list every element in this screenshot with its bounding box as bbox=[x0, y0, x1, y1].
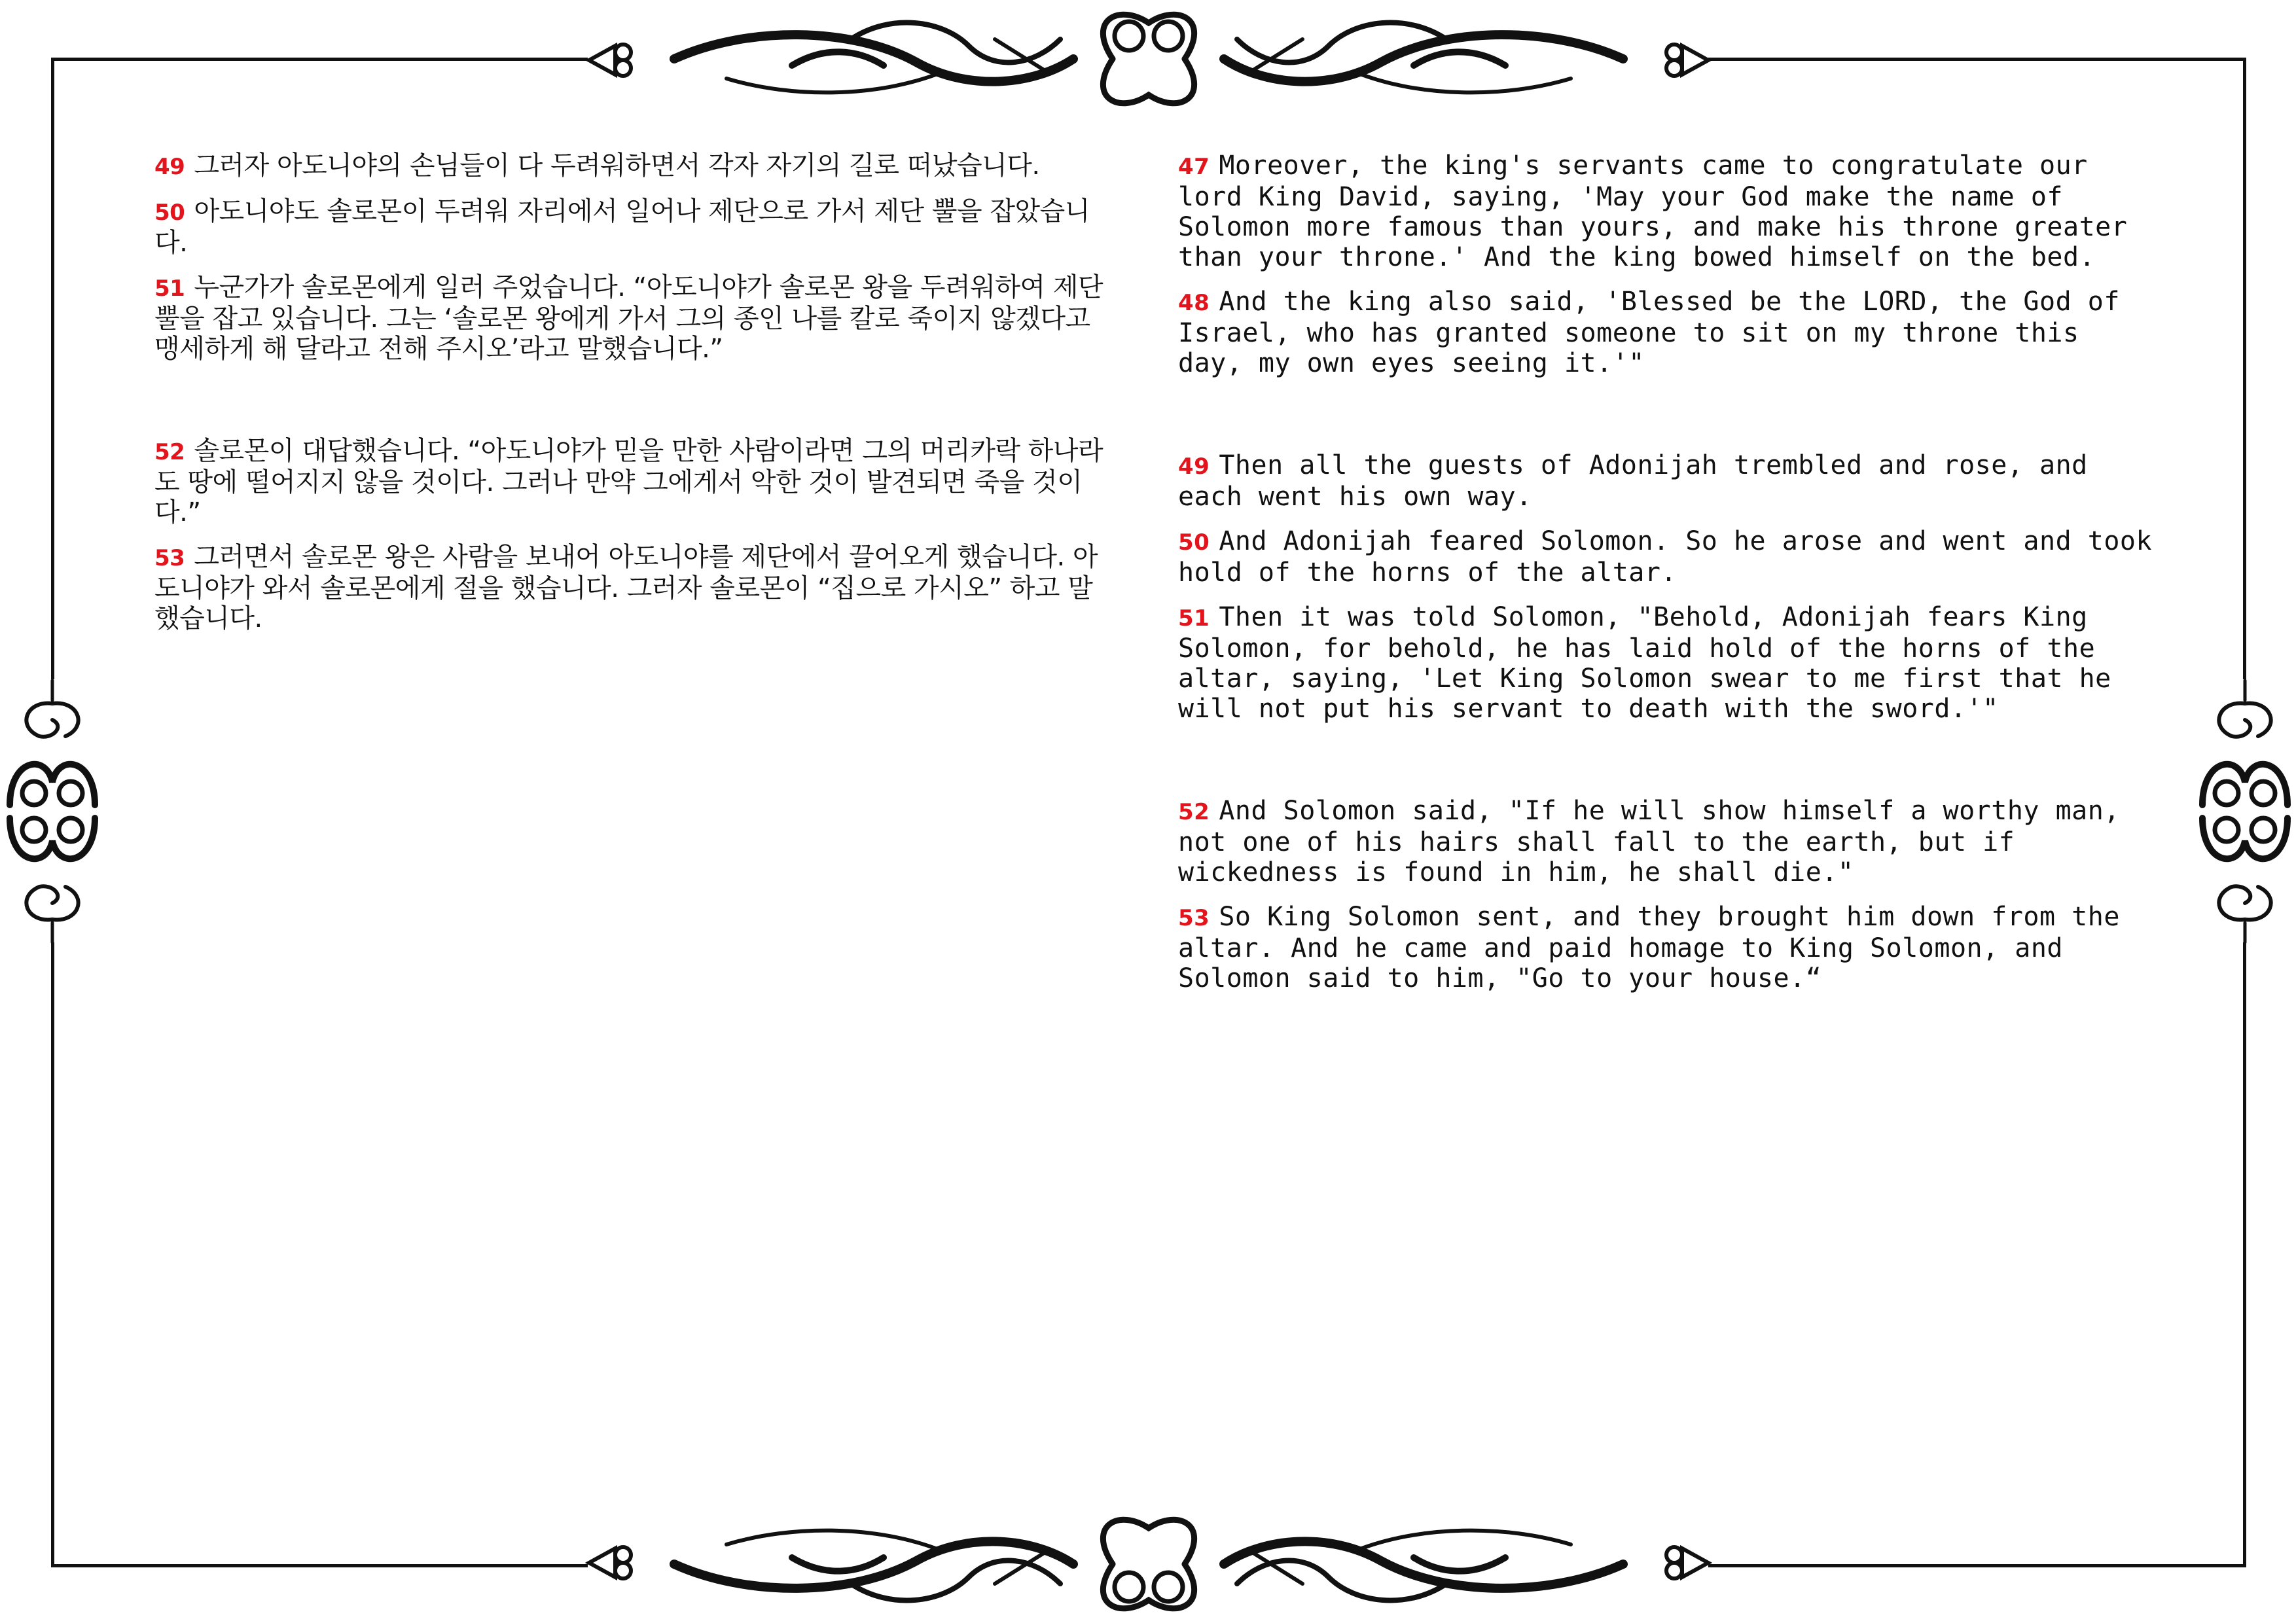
verse-number: 47 bbox=[1178, 154, 1210, 180]
verse-number: 50 bbox=[1178, 529, 1210, 556]
frame-left-upper-line bbox=[51, 58, 54, 679]
scroll-flourish-icon bbox=[576, 1505, 1721, 1623]
verse-text: Then it was told Solomon, "Behold, Adonijah fears King Solomon, for behold, he has laid hold of the horns of the altar, saying, 'Let King Solomon swear to me first that he will not put his servant to death with the sword.'" bbox=[1178, 602, 2111, 724]
english-verse-48 bbox=[1178, 287, 2153, 378]
verse-number: 53 bbox=[1178, 905, 1210, 931]
verse-number: 48 bbox=[1178, 290, 1210, 316]
verse-number: 50 bbox=[154, 200, 185, 226]
frame-right-lower-line bbox=[2243, 942, 2246, 1567]
english-verse-49 bbox=[1178, 450, 2153, 512]
verse-text: 그러면서 솔로몬 왕은 사람을 보내어 아도니야를 제단에서 끌어오게 했습니다. 아도니야가 와서 솔로몬에게 절을 했습니다. 그러자 솔로몬이 “집으로 가시오” 하고 말했습니다. bbox=[154, 542, 1098, 633]
verse-text: Moreover, the king's servants came to congratulate our lord King David, saying, 'May your God make the name of Solomon more famous than yours, and make his throne greater than your throne.' And the king bowed himself on the bed. bbox=[1178, 151, 2128, 272]
korean-verse-52 bbox=[154, 436, 1110, 527]
verse-text: 아도니야도 솔로몬이 두려워 자리에서 일어나 제단으로 가서 제단 뿔을 잡았습니다. bbox=[154, 196, 1090, 258]
korean-verse-50 bbox=[154, 196, 1110, 258]
verse-text: So King Solomon sent, and they brought him down from the altar. And he came and paid homage to King Solomon, and Solomon said to him, "Go to your house.“ bbox=[1178, 902, 2120, 993]
verse-number: 52 bbox=[1178, 799, 1210, 825]
heart-scroll-icon bbox=[0, 674, 108, 949]
english-column bbox=[1178, 151, 2153, 1008]
frame-top-right-line bbox=[1708, 58, 2246, 61]
korean-column bbox=[154, 151, 1110, 648]
verse-number: 51 bbox=[154, 276, 185, 302]
frame-bottom-right-line bbox=[1708, 1564, 2246, 1567]
english-verse-47 bbox=[1178, 151, 2153, 272]
heart-scroll-icon bbox=[2189, 674, 2296, 949]
verse-text: And the king also said, 'Blessed be the LORD, the God of Israel, who has granted someone to sit on my throne this day, my own eyes seeing it.'" bbox=[1178, 287, 2120, 378]
english-verse-52 bbox=[1178, 796, 2153, 887]
english-verse-53 bbox=[1178, 902, 2153, 993]
verse-number: 51 bbox=[1178, 605, 1210, 632]
frame-left-lower-line bbox=[51, 942, 54, 1567]
korean-verse-53 bbox=[154, 542, 1110, 633]
korean-verse-51 bbox=[154, 272, 1110, 364]
verse-text: Then all the guests of Adonijah trembled and rose, and each went his own way. bbox=[1178, 450, 2088, 512]
verse-number: 53 bbox=[154, 545, 185, 571]
verse-text: And Solomon said, "If he will show himself a worthy man, not one of his hairs shall fall to the earth, but if wickedness is found in him, he shall die." bbox=[1178, 796, 2120, 887]
verse-text: 솔로몬이 대답했습니다. “아도니야가 믿을 만한 사람이라면 그의 머리카락 하나라도 땅에 떨어지지 않을 것이다. 그러나 만약 그에게서 악한 것이 발견되면 죽을 것이다.” bbox=[154, 436, 1103, 527]
verse-text: 누군가가 솔로몬에게 일러 주었습니다. “아도니야가 솔로몬 왕을 두려워하여 제단 뿔을 잡고 있습니다. 그는 ‘솔로몬 왕에게 가서 그의 종인 나를 칼로 죽이지 않겠다고 맹세하게 해 달라고 전해 주시오’라고 말했습니다.” bbox=[154, 272, 1103, 364]
scroll-flourish-icon bbox=[576, 0, 1721, 118]
frame-top-left-line bbox=[51, 58, 588, 61]
frame-right-upper-line bbox=[2243, 58, 2246, 679]
verse-number: 49 bbox=[1178, 454, 1210, 480]
verse-text: And Adonijah feared Solomon. So he arose and went and took hold of the horns of the altar. bbox=[1178, 526, 2153, 588]
english-verse-50 bbox=[1178, 526, 2153, 588]
verse-number: 52 bbox=[154, 439, 185, 465]
korean-verse-49 bbox=[154, 151, 1110, 182]
english-verse-51 bbox=[1178, 602, 2153, 724]
frame-bottom-left-line bbox=[51, 1564, 588, 1567]
verse-text: 그러자 아도니야의 손님들이 다 두려워하면서 각자 자기의 길로 떠났습니다. bbox=[194, 151, 1040, 181]
verse-number: 49 bbox=[154, 154, 185, 180]
